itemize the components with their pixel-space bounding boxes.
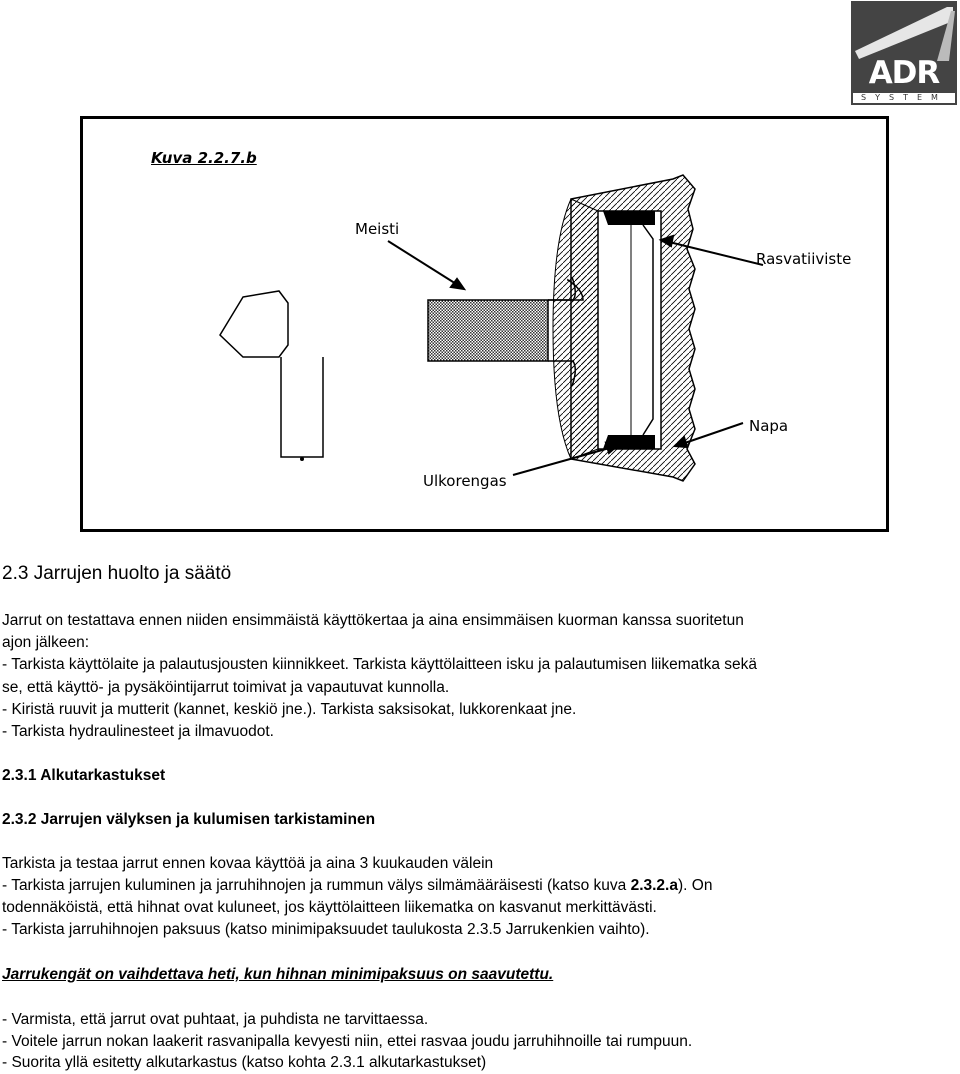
body-line: - Tarkista jarruhihnojen paksuus (katso minimipaksuudet taulukosta 2.3.5 Jarrukenkien vaihto). — [2, 921, 650, 938]
intro-line: - Tarkista hydraulinesteet ja ilmavuodot. — [2, 723, 274, 740]
section-heading: 2.3 Jarrujen huolto ja säätö — [2, 563, 232, 584]
body-line: todennäköistä, että hihnat ovat kuluneet, jos käyttölaitteen liikematka on kasvanut merkittävästi. — [2, 899, 657, 916]
body-line-with-figure-ref — [2, 877, 712, 895]
logo-subtitle: SYSTEM — [853, 93, 955, 103]
intro-line: - Tarkista käyttölaite ja palautusjousten kiinnikkeet. Tarkista käyttölaitteen isku ja palautumisen liikematka sekä — [2, 656, 758, 673]
hammer-handle — [281, 357, 323, 461]
final-line: - Voitele jarrun nokan laakerit rasvanipalla kevyesti niin, ettei rasvaa joudu jarruhihnoille tai rumpuun. — [2, 1033, 693, 1050]
body-line: Tarkista ja testaa jarrut ennen kovaa käyttöä ja aina 3 kuukauden välein — [2, 855, 494, 872]
final-line: - Suorita yllä esitetty alkutarkastus (katso kohta 2.3.1 alkutarkastukset) — [2, 1054, 487, 1071]
body-text: - Tarkista jarrujen kuluminen ja jarruhihnojen ja rummun välys silmämääräisesti (katso kuva — [2, 877, 631, 894]
label-rasvatiiviste: Rasvatiiviste — [756, 250, 852, 268]
hammer-head — [220, 291, 288, 357]
hub-diagram — [83, 119, 886, 529]
figure-caption: Kuva 2.2.7.b — [151, 149, 257, 167]
label-ulkorengas: Ulkorengas — [423, 472, 507, 490]
intro-line: se, että käyttö- ja pysäköintijarrut toimivat ja vapautuvat kunnolla. — [2, 679, 450, 696]
subheading-valyksen-tarkistaminen: 2.3.2 Jarrujen välyksen ja kulumisen tarkistaminen — [2, 811, 376, 828]
label-napa: Napa — [749, 417, 789, 435]
adr-system-logo — [851, 1, 957, 105]
figure-reference: 2.3.2.a — [630, 877, 678, 894]
final-line: - Varmista, että jarrut ovat puhtaat, ja puhdista ne tarvittaessa. — [2, 1011, 429, 1028]
logo-brand: ADR — [868, 55, 940, 91]
intro-line: - Kiristä ruuvit ja mutterit (kannet, keskiö jne.). Tarkista saksisokat, lukkorenkaat jne. — [2, 701, 577, 718]
intro-line: Jarrut on testattava ennen niiden ensimmäistä käyttökertaa ja aina ensimmäisen kuorman kanssa suoritetun — [2, 612, 744, 629]
intro-line: ajon jälkeen: — [2, 634, 90, 651]
label-meisti: Meisti — [355, 220, 400, 238]
body-text: ). On — [677, 877, 713, 894]
warning-text: Jarrukengät on vaihdettava heti, kun hihnan minimipaksuus on saavutettu. — [2, 966, 554, 983]
subheading-alkutarkastukset: 2.3.1 Alkutarkastukset — [2, 767, 166, 784]
hub-section — [553, 175, 695, 481]
hub-diagram-figure — [80, 116, 889, 532]
